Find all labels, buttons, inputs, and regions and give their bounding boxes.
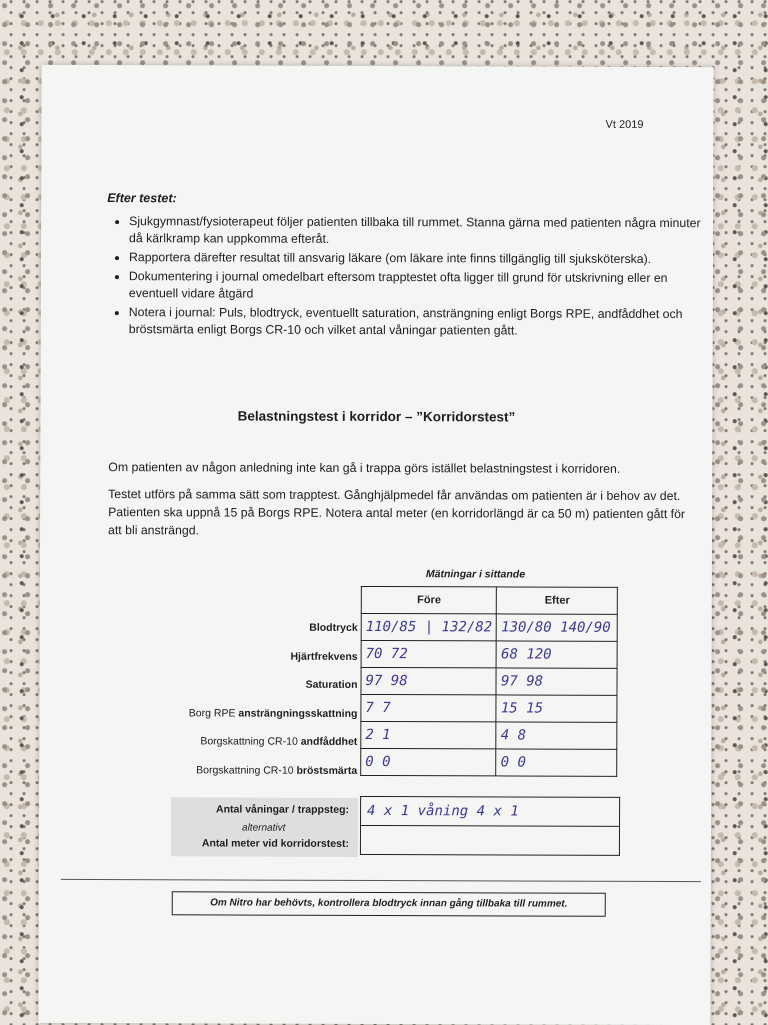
list-item: • Notera i journal: Puls, blodtryck, eventuellt saturation, ansträngning enligt Borgs RPE, andfåddhet och bröstsmärta enligt Borgs CR-10 och vilket antal våningar patienten gått. (129, 304, 709, 340)
document-page (38, 65, 713, 1025)
corridor-test-intro: Om patienten av någon anledning inte kan gå i trappa görs istället belastningstest i korridoren. (108, 460, 621, 476)
table-row (361, 694, 618, 722)
list-item: • Dokumentering i journal omedelbart eftersom trapptestet ofta ligger till grund för utskrivning eller en eventuell vidare åtgärd (129, 268, 709, 304)
table-row (360, 825, 619, 855)
term-label: Vt 2019 (605, 118, 644, 131)
meters-value[interactable] (360, 825, 619, 855)
table-row (361, 796, 620, 826)
row-label-saturation: Saturation (305, 678, 358, 691)
column-header-after: Efter (497, 587, 618, 614)
table-row (361, 748, 618, 776)
heart-rate-before[interactable]: 70 72 (361, 640, 497, 667)
heart-rate-after[interactable]: 68 120 (497, 641, 618, 668)
borg-rpe-before[interactable]: 7 7 (361, 694, 497, 721)
nitro-note: Om Nitro har behövts, kontrollera blodtryck innan gång tillbaka till rummet. (172, 891, 606, 917)
after-test-list (107, 213, 709, 342)
column-header-before: Före (361, 586, 497, 613)
table-row (361, 667, 618, 695)
table-row (361, 721, 618, 749)
measurement-row-labels (189, 613, 358, 785)
after-test-heading: Efter testet: (107, 191, 177, 206)
chest-pain-before[interactable]: 0 0 (361, 748, 497, 775)
measurements-caption: Mätningar i sittande (425, 568, 526, 581)
corridor-test-instructions: Testet utförs på samma sätt som trapptest. Gånghjälpmedel får användas om patienten är i behov av det. Patienten ska uppnå 15 på Borgs RPE. Notera antal meter (en korridorlängd är ca 50 m) patienten gått för att bli ansträngd. (108, 487, 686, 538)
divider (61, 879, 701, 882)
meters-label: Antal meter vid korridorstest: (201, 837, 349, 850)
table-header-row (361, 586, 618, 614)
table-row (361, 613, 618, 641)
row-label-breathlessness: Borgskattning CR-10 andfåddhet (200, 735, 358, 748)
row-label-heart-rate: Hjärtfrekvens (290, 650, 358, 663)
borg-rpe-after[interactable]: 15 15 (496, 695, 617, 722)
corridor-test-title: Belastningstest i korridor – ”Korridorstest” (237, 408, 516, 425)
saturation-after[interactable]: 97 98 (496, 668, 617, 695)
breathlessness-before[interactable]: 2 1 (361, 721, 497, 748)
saturation-before[interactable]: 97 98 (361, 667, 497, 694)
floors-value[interactable]: 4 x 1 våning 4 x 1 (361, 796, 620, 826)
row-label-chest-pain: Borgskattning CR-10 bröstsmärta (196, 763, 358, 777)
floors-label: Antal våningar / trappsteg: (216, 803, 350, 816)
row-label-blood-pressure: Blodtryck (309, 621, 358, 634)
list-item: • Sjukgymnast/fysioterapeut följer patienten tillbaka till rummet. Stanna gärna med patienten några minuter då kärlkramp kan uppkomma efteråt. (129, 213, 709, 249)
blood-pressure-after[interactable]: 130/80 140/90 (497, 614, 618, 641)
row-label-borg-rpe: Borg RPE ansträngningsskattning (188, 706, 358, 720)
blood-pressure-before[interactable]: 110/85 | 132/82 (361, 613, 497, 640)
chest-pain-after[interactable]: 0 0 (496, 749, 617, 776)
floors-alternative-label: alternativt (241, 822, 286, 834)
list-item: • Rapportera därefter resultat till ansvarig läkare (om läkare inte finns tillgänglig till sjuksköterska). (129, 249, 709, 268)
table-row (361, 640, 618, 668)
breathlessness-after[interactable]: 4 8 (496, 722, 617, 749)
floors-table (360, 796, 620, 856)
measurements-table (360, 586, 618, 777)
